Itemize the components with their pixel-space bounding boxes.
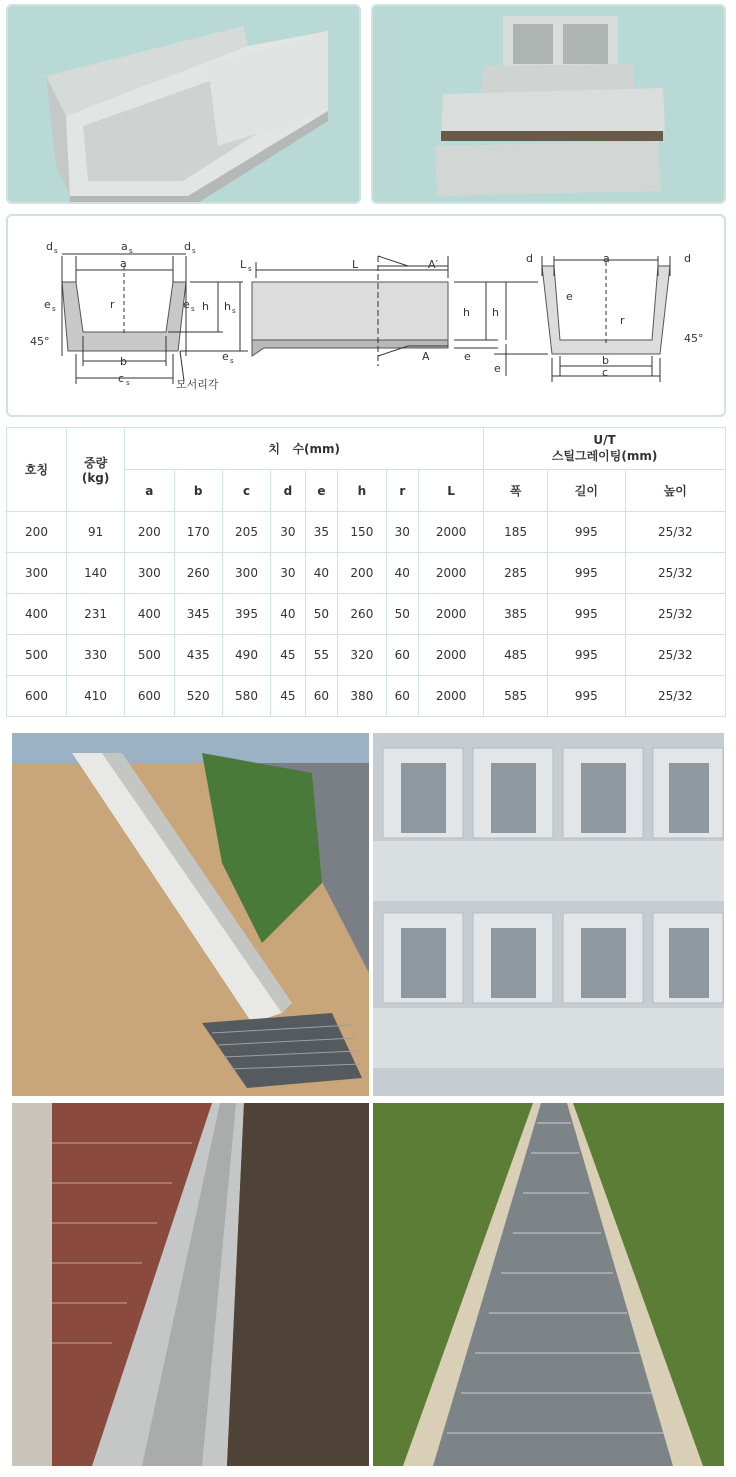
- label-b-right: b: [602, 354, 609, 367]
- label-a-right: a: [603, 252, 610, 265]
- spec-body: [7, 512, 726, 717]
- svg-text:s: s: [54, 247, 58, 255]
- table-cell: 30: [386, 512, 419, 553]
- table-cell: 45: [271, 635, 306, 676]
- table-cell: 25/32: [625, 594, 725, 635]
- label-h-right: h: [492, 306, 499, 319]
- label-ds-left: d: [46, 240, 53, 253]
- svg-text:s: s: [126, 379, 130, 387]
- label-a: a: [120, 257, 127, 270]
- table-cell: 260: [174, 553, 222, 594]
- label-c-right: c: [602, 366, 609, 379]
- table-cell: 25/32: [625, 553, 725, 594]
- label-h: h: [202, 300, 209, 313]
- table-cell: 385: [484, 594, 548, 635]
- subheader-L: L: [419, 470, 484, 512]
- label-es-left: e: [44, 298, 51, 311]
- table-cell: 25/32: [625, 635, 725, 676]
- table-cell: 300: [125, 553, 174, 594]
- table-cell: 2000: [419, 676, 484, 717]
- label-r: r: [110, 298, 115, 311]
- label-cs: c: [118, 372, 125, 385]
- header-weight: 중량 (kg): [67, 428, 125, 512]
- label-e-right: e: [566, 290, 573, 303]
- table-cell: 25/32: [625, 512, 725, 553]
- svg-text:s: s: [232, 307, 236, 315]
- table-cell: 60: [386, 676, 419, 717]
- label-d-right: d: [684, 252, 691, 265]
- subheader-e: e: [305, 470, 338, 512]
- table-cell: 140: [67, 553, 125, 594]
- table-cell: 40: [386, 553, 419, 594]
- table-cell: 395: [222, 594, 270, 635]
- stacked-channels-photo: [373, 733, 724, 1096]
- subheader-c: c: [222, 470, 270, 512]
- table-row: [7, 553, 726, 594]
- channel-cross-section-right: [494, 256, 670, 382]
- table-cell: 995: [548, 553, 626, 594]
- table-cell: 490: [222, 635, 270, 676]
- svg-text:s: s: [52, 305, 56, 313]
- table-cell: 35: [305, 512, 338, 553]
- label-es-bottom: e: [222, 350, 229, 363]
- table-cell: 2000: [419, 594, 484, 635]
- table-cell: 170: [174, 512, 222, 553]
- table-cell: 185: [484, 512, 548, 553]
- label-ds-right: d: [184, 240, 191, 253]
- spec-table: [6, 427, 726, 717]
- label-A-prime: A′: [428, 258, 439, 271]
- header-callsign: 호칭: [7, 428, 67, 512]
- table-cell: 300: [7, 553, 67, 594]
- svg-text:s: s: [129, 247, 133, 255]
- label-Ls: L: [240, 258, 247, 271]
- table-cell: 330: [67, 635, 125, 676]
- dimension-diagram: [6, 214, 726, 417]
- install-photo-slope: [12, 733, 369, 1096]
- table-cell: 600: [125, 676, 174, 717]
- table-cell: 995: [548, 594, 626, 635]
- header-grating: U/T 스틸그레이팅(mm): [484, 428, 726, 470]
- table-cell: 91: [67, 512, 125, 553]
- table-cell: 345: [174, 594, 222, 635]
- table-cell: 2000: [419, 553, 484, 594]
- label-h-middle: h: [463, 306, 470, 319]
- table-cell: 55: [305, 635, 338, 676]
- product-photo-stacked-channels: [371, 4, 726, 204]
- label-as: a: [121, 240, 128, 253]
- table-cell: 300: [222, 553, 270, 594]
- subheader-grating-1: 길이: [548, 470, 626, 512]
- table-cell: 380: [338, 676, 386, 717]
- label-corner: 모서리각: [176, 378, 219, 391]
- install-photo-wall: [12, 1103, 369, 1466]
- label-e-bottom-right: e: [494, 362, 501, 375]
- table-cell: 25/32: [625, 676, 725, 717]
- table-cell: 320: [338, 635, 386, 676]
- table-cell: 2000: [419, 512, 484, 553]
- label-d-left: d: [526, 252, 533, 265]
- table-cell: 60: [305, 676, 338, 717]
- table-cell: 995: [548, 635, 626, 676]
- subheader-b: b: [174, 470, 222, 512]
- table-cell: 40: [305, 553, 338, 594]
- subheader-d: d: [271, 470, 306, 512]
- svg-text:s: s: [248, 265, 252, 273]
- table-cell: 260: [338, 594, 386, 635]
- table-cell: 200: [338, 553, 386, 594]
- label-angle-left: 45°: [30, 335, 50, 348]
- table-cell: 30: [271, 553, 306, 594]
- table-cell: 2000: [419, 635, 484, 676]
- table-cell: 995: [548, 512, 626, 553]
- label-b: b: [120, 355, 127, 368]
- table-cell: 995: [548, 676, 626, 717]
- table-cell: 400: [7, 594, 67, 635]
- table-cell: 231: [67, 594, 125, 635]
- table-row: [7, 512, 726, 553]
- table-cell: 50: [305, 594, 338, 635]
- table-cell: 200: [125, 512, 174, 553]
- table-cell: 200: [7, 512, 67, 553]
- table-row: [7, 635, 726, 676]
- table-cell: 485: [484, 635, 548, 676]
- table-cell: 50: [386, 594, 419, 635]
- table-row: [7, 594, 726, 635]
- table-cell: 60: [386, 635, 419, 676]
- channel-side-view: [252, 256, 498, 366]
- table-cell: 400: [125, 594, 174, 635]
- table-cell: 585: [484, 676, 548, 717]
- subheader-a: a: [125, 470, 174, 512]
- table-row: [7, 676, 726, 717]
- table-cell: 40: [271, 594, 306, 635]
- table-cell: 45: [271, 676, 306, 717]
- label-es-right: e: [183, 298, 190, 311]
- table-cell: 435: [174, 635, 222, 676]
- label-L: L: [352, 258, 359, 271]
- table-cell: 205: [222, 512, 270, 553]
- channel-cross-section-left: [62, 254, 248, 384]
- grating-installed-photo: [373, 1103, 724, 1466]
- subheader-h: h: [338, 470, 386, 512]
- table-cell: 30: [271, 512, 306, 553]
- header-dimensions: 치 수(mm): [125, 428, 484, 470]
- table-cell: 500: [7, 635, 67, 676]
- label-hs: h: [224, 300, 231, 313]
- table-cell: 150: [338, 512, 386, 553]
- svg-text:s: s: [191, 305, 195, 313]
- svg-text:s: s: [192, 247, 196, 255]
- table-cell: 600: [7, 676, 67, 717]
- table-cell: 500: [125, 635, 174, 676]
- table-cell: 520: [174, 676, 222, 717]
- table-cell: 580: [222, 676, 270, 717]
- label-e-middle: e: [464, 350, 471, 363]
- table-cell: 410: [67, 676, 125, 717]
- label-angle-right: 45°: [684, 332, 704, 345]
- label-A: A: [422, 350, 430, 363]
- svg-text:s: s: [230, 357, 234, 365]
- product-photo-single-channel: [6, 4, 361, 204]
- label-r-right: r: [620, 314, 625, 327]
- subheader-r: r: [386, 470, 419, 512]
- subheader-grating-2: 높이: [625, 470, 725, 512]
- table-cell: 285: [484, 553, 548, 594]
- subheader-grating-0: 폭: [484, 470, 548, 512]
